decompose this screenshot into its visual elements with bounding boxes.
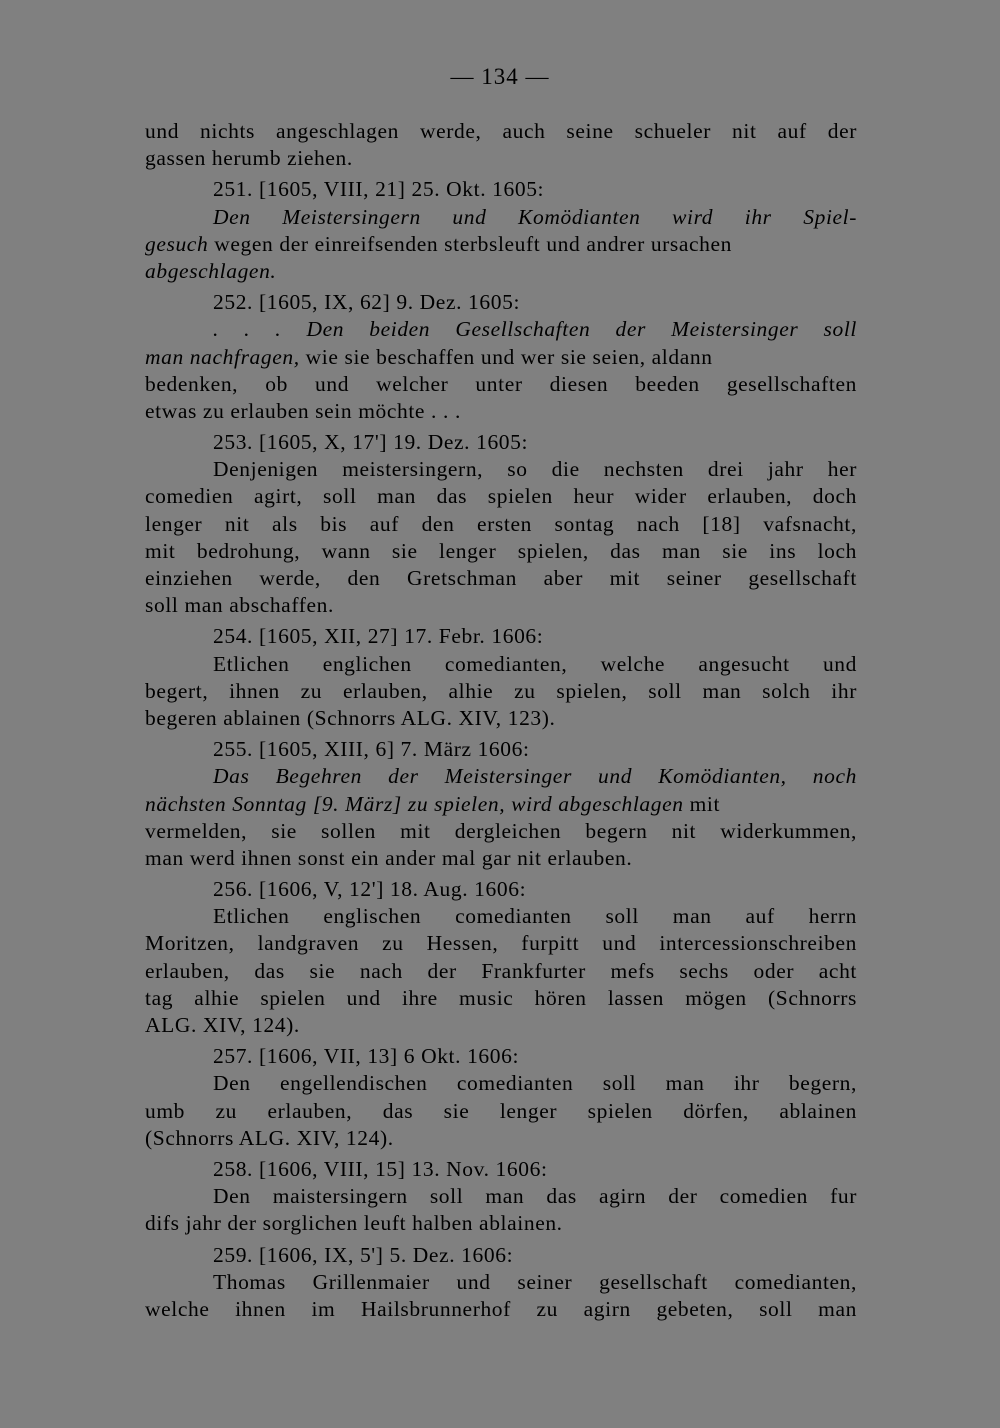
text-line: mit bedrohung, wann sie lenger spielen, das man sie ins loch — [145, 538, 857, 563]
text-line: erlauben, das sie nach der Frankfurter mefs sechs oder acht — [145, 958, 857, 983]
text-line: gassen herumb ziehen. — [145, 146, 353, 171]
text-line: difs jahr der sorglichen leuft halben ablainen. — [145, 1211, 563, 1236]
text-line: (Schnorrs ALG. XIV, 124). — [145, 1125, 394, 1150]
text-segment: wie sie beschaffen und wer sie seien, aldann — [299, 344, 713, 369]
text-line: Etlichen englichen comedianten, welche angesucht und — [213, 651, 857, 676]
text-line: Moritzen, landgraven zu Hessen, furpitt und intercessionschreiben — [145, 931, 857, 956]
text-line: umb zu erlauben, das sie lenger spielen dörfen, ablainen — [145, 1098, 857, 1123]
entry-heading-252: 252. [1605, IX, 62] 9. Dez. 1605: — [213, 290, 521, 315]
text-line: man werd ihnen sonst ein ander mal gar nit erlauben. — [145, 845, 633, 870]
text-segment: mit — [683, 791, 721, 816]
text-line: Etlichen englischen comedianten soll man auf herrn — [213, 904, 857, 929]
text-line — [145, 344, 857, 371]
entry-heading-256: 256. [1606, V, 12'] 18. Aug. 1606: — [213, 877, 527, 902]
text-line: Thomas Grillenmaier und seiner gesellschaft comedianten, — [213, 1269, 857, 1294]
text-line: einziehen werde, den Gretschman aber mit seiner gesellschaft — [145, 566, 857, 590]
entry-summary: man nachfragen, — [145, 344, 300, 369]
text-line: vermelden, sie sollen mit dergleichen begern nit widerkummen, — [145, 818, 857, 843]
text-line — [145, 791, 857, 818]
text-line: Denjenigen meistersingern, so die nechsten drei jahr her — [213, 457, 857, 482]
text-segment: wegen der einreifsenden sterbsleuft und andrer ursachen — [208, 231, 733, 256]
text-line: Den engellendischen comedianten soll man ihr begern, — [213, 1071, 857, 1096]
text-line: und nichts angeschlagen werde, auch seine schueler nit auf der — [145, 119, 857, 143]
entry-heading-254: 254. [1605, XII, 27] 17. Febr. 1606: — [213, 624, 544, 649]
text-line: begeren ablainen (Schnorrs ALG. XIV, 123). — [145, 705, 556, 730]
entry-heading-258: 258. [1606, VIII, 15] 13. Nov. 1606: — [213, 1156, 548, 1181]
text-line: bedenken, ob und welcher unter diesen beeden gesellschaften — [145, 371, 857, 396]
text-line: etwas zu erlauben sein möchte . . . — [145, 398, 461, 423]
entry-summary: abgeschlagen. — [145, 258, 277, 283]
entry-heading-251: 251. [1605, VIII, 21] 25. Okt. 1605: — [213, 177, 545, 202]
entry-heading-255: 255. [1605, XIII, 6] 7. März 1606: — [213, 737, 530, 762]
entry-summary: Den Meistersingern und Komödianten wird ihr Spiel- — [213, 204, 857, 229]
text-line: soll man abschaffen. — [145, 593, 334, 618]
entry-summary: Das Begehren der Meistersinger und Komödianten, noch — [213, 764, 857, 789]
text-line: tag alhie spielen und ihre music hören lassen mögen (Schnorrs — [145, 985, 857, 1010]
entry-heading-253: 253. [1605, X, 17'] 19. Dez. 1605: — [213, 430, 529, 455]
entry-summary: nächsten Sonntag [9. März] zu spielen, wird abgeschlagen — [145, 791, 684, 816]
entry-summary: . . . Den beiden Gesellschaften der Meistersinger soll — [213, 317, 857, 342]
text-line: Den maistersingern soll man das agirn der comedien fur — [213, 1184, 857, 1209]
body-text — [145, 118, 857, 1323]
entry-heading-257: 257. [1606, VII, 13] 6 Okt. 1606: — [213, 1044, 520, 1069]
entry-heading-259: 259. [1606, IX, 5'] 5. Dez. 1606: — [213, 1242, 514, 1267]
text-line: comedien agirt, soll man das spielen heur wider erlauben, doch — [145, 484, 857, 509]
page-number: — 134 — — [450, 64, 550, 89]
text-line: ALG. XIV, 124). — [145, 1013, 300, 1037]
text-line: welche ihnen im Hailsbrunnerhof zu agirn gebeten, soll man — [145, 1296, 857, 1321]
text-line: begert, ihnen zu erlauben, alhie zu spielen, soll man solch ihr — [145, 678, 857, 703]
text-line: lenger nit als bis auf den ersten sontag nach [18] vafsnacht, — [145, 511, 857, 536]
entry-summary: gesuch — [145, 231, 209, 256]
text-line — [145, 231, 857, 258]
